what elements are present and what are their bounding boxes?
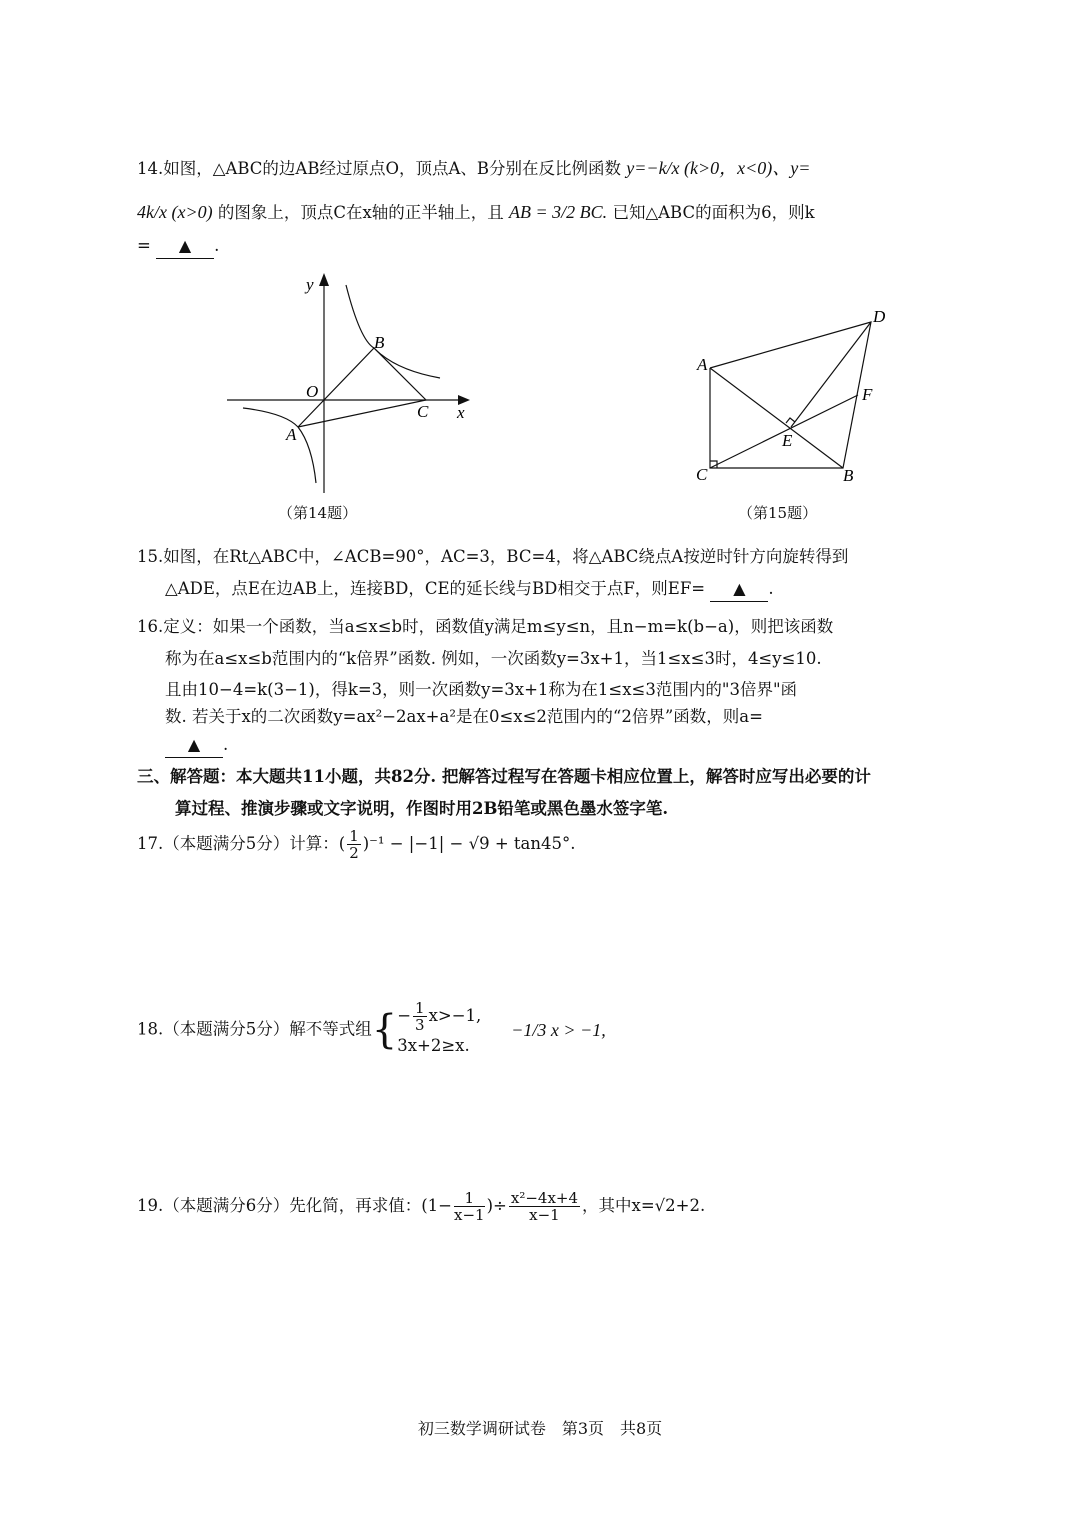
q14-line2: 4k/x (x>0) 的图象上，顶点C在x轴的正半轴上，且 AB = 3/2 BC. 已知△ABC的面积为6，则k <box>137 202 815 222</box>
q18: 18.（本题满分5分）解不等式组{ − $\frac{1}{3}$ x>−1, 3x+2≥x. −1/3 x > −1, <box>137 999 606 1055</box>
y-arrow-icon <box>319 273 329 286</box>
section-3-line1: 三、解答题：本大题共11小题，共82分. 把解答过程写在答题卡相应位置上，解答时应写出必要的计 <box>137 767 871 786</box>
answer-blank: ▲ <box>165 733 223 758</box>
q14-line1: 14.如图，△ABC的边AB经过原点O，顶点A、B分别在反比例函数 y=−k/x (k>0，x<0)、y= <box>137 158 811 178</box>
q16-line2: 称为在a≤x≤b范围内的“k倍界”函数. 例如，一次函数y=3x+1，当1≤x≤3时，4≤y≤10. <box>165 649 822 668</box>
q16-line3: 且由10−4=k(3−1)，得k=3，则一次函数y=3x+1称为在1≤x≤3范围内的"3倍界"函 <box>165 680 798 699</box>
svg-text:B: B <box>843 466 854 485</box>
q16-line4: 数. 若关于x的二次函数y=ax²−2ax+a²是在0≤x≤2范围内的“2倍界”函数，则a= <box>165 707 763 726</box>
q16-line5: ▲ . <box>165 733 228 758</box>
page-footer: 初三数学调研试卷 第3页 共8页 <box>417 1419 663 1438</box>
q16-line1: 16.定义：如果一个函数，当a≤x≤b时，函数值y满足m≤y≤n，且n−m=k(b−a)，则把该函数 <box>137 617 834 636</box>
q17: 17.（本题满分5分）计算：( $\frac{1}{2}$ )⁻¹ − |−1| − √9 + tan45°. <box>137 827 576 862</box>
hyperbola-upper <box>346 285 440 378</box>
q15-line1: 15.如图，在Rt△ABC中，∠ACB=90°，AC=3，BC=4，将△ABC绕点A按逆时针方向旋转得到 <box>137 547 849 566</box>
svg-text:D: D <box>873 307 886 326</box>
answer-blank: ▲ <box>710 577 768 602</box>
q14-function-2: 4k/x (x>0) <box>137 202 213 222</box>
svg-text:B: B <box>374 333 385 352</box>
figure-14-caption: （第14题） <box>278 504 358 522</box>
svg-text:x: x <box>457 403 465 422</box>
figure-14 <box>0 0 1080 520</box>
q19: 19.（本题满分6分）先化简，再求值：(1− $\frac{1}{x-1}$ )÷ $\frac{\text{x²−4x+4}}{x-1}$ ，其中x=√2+2. <box>137 1189 706 1224</box>
figure-15-caption: （第15题） <box>738 504 818 522</box>
svg-text:E: E <box>782 431 793 450</box>
svg-text:F: F <box>862 385 873 404</box>
section-3-line2: 算过程、推演步骤或文字说明，作图时用2B铅笔或黑色墨水签字笔. <box>175 799 669 818</box>
svg-text:C: C <box>696 465 708 484</box>
q14-ab-bc-ratio: AB = 3/2 BC. <box>509 202 608 222</box>
answer-blank: ▲ <box>156 234 214 259</box>
svg-text:C: C <box>417 402 429 421</box>
q18-row1-inline: −1/3 x > −1, <box>511 1019 606 1040</box>
q14-function-1: y=−k/x (k>0，x<0)、y= <box>626 158 811 178</box>
svg-text:A: A <box>286 425 297 444</box>
q15-line2: △ADE，点E在边AB上，连接BD，CE的延长线与BD相交于点F，则EF= ▲ . <box>165 577 774 602</box>
svg-text:O: O <box>306 382 319 401</box>
svg-text:A: A <box>697 355 708 374</box>
q14-line3: = ▲ . <box>137 234 219 259</box>
svg-text:y: y <box>306 275 314 294</box>
